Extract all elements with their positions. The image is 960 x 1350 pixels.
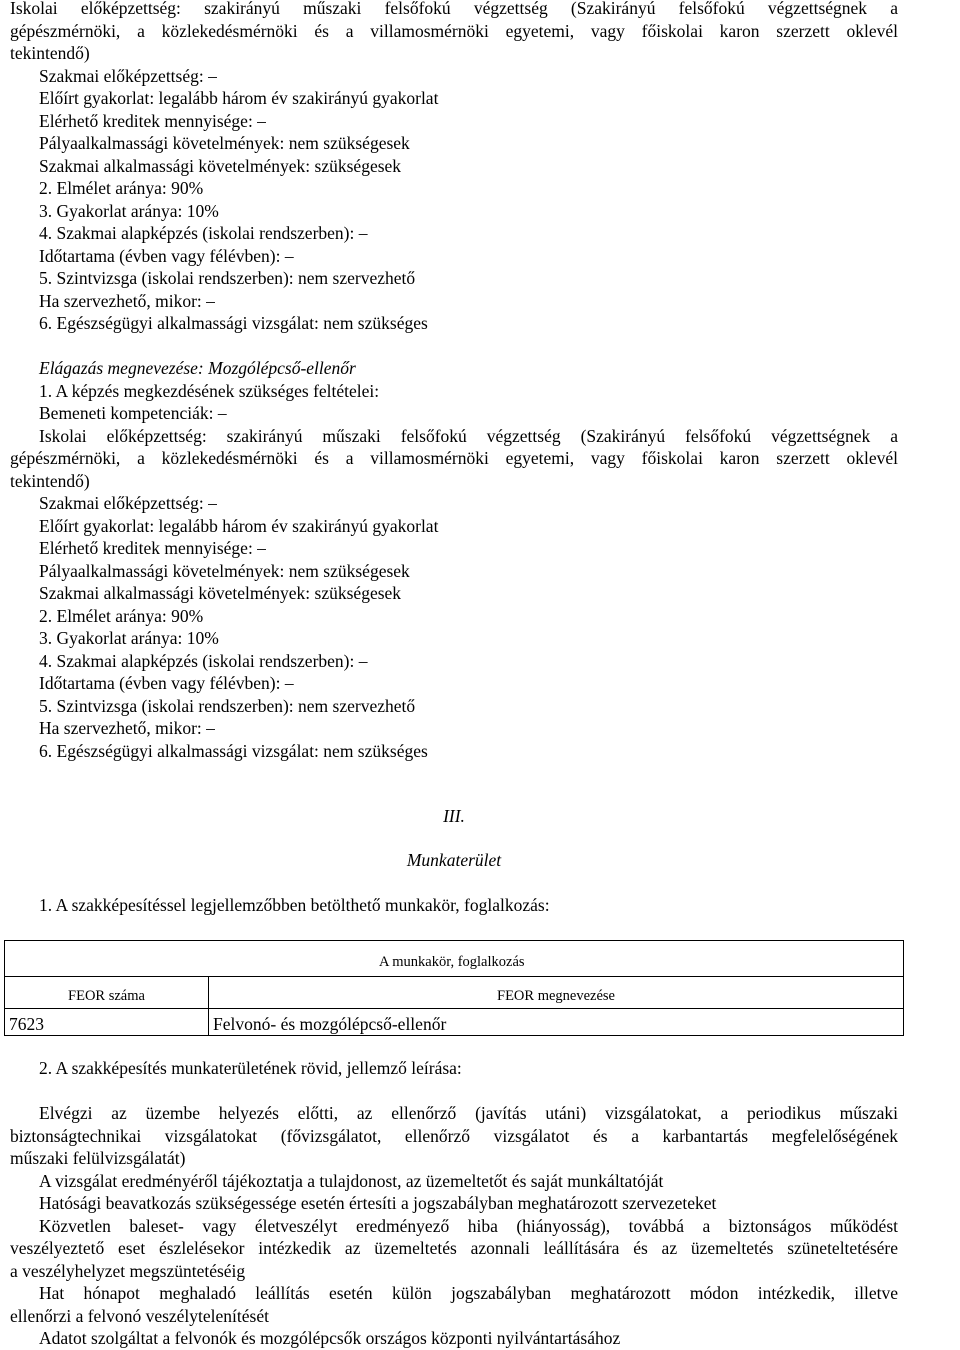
list-item: Időtartama (évben vagy félévben): – [39,673,294,693]
description-paragraph-1 [10,1102,898,1170]
list-item: Előírt gyakorlat: legalább három év szakirányú gyakorlat [39,88,439,108]
list-item: Pályaalkalmassági követelmények: nem szükségesek [39,133,410,153]
branch-title: Elágazás megnevezése: Mozgólépcső-ellenőr [39,358,356,378]
text-line: biztonságtechnikai vizsgálatokat (fővizsgálatot, ellenőrző vizsgálatot és a karbantartás megfelelőségének [10,1125,898,1146]
list-item: Ha szervezhető, mikor: – [39,718,215,738]
text-line: 1. A képzés megkezdésének szükséges feltételei: [39,380,380,401]
text-line: Elvégzi az üzembe helyezés előtti, az ellenőrző (javítás utáni) vizsgálatokat, a periodikus műszaki [39,1103,898,1123]
section1-requirements-list [10,65,927,335]
text-line: tekintendő) [10,470,90,491]
section1-prerequisite-paragraph [10,0,898,65]
list-item: Elérhető kreditek mennyisége: – [39,110,266,131]
table-col2-header: FEOR megnevezése [209,977,904,1009]
list-item: Szakmai alkalmassági követelmények: szükségesek [39,155,402,176]
text-line: a veszélyhelyzet megszüntetéséig [10,1260,246,1281]
item1-title: 1. A szakképesítéssel legjellemzőbben betölthető munkakör, foglalkozás: [39,895,550,915]
chapter-title: Munkaterület [406,850,502,870]
list-item: 3. Gyakorlat aránya: 10% [39,200,219,221]
text-line: tekintendő) [10,43,90,63]
list-item: 2. Elmélet aránya: 90% [39,178,204,198]
list-item: 6. Egészségügyi alkalmassági vizsgálat: nem szükséges [39,313,428,333]
list-item: Időtartama (évben vagy félévben): – [39,245,294,266]
section2-prerequisite-paragraph [10,425,898,493]
list-item: Elérhető kreditek mennyisége: – [39,538,266,558]
table-header-main: A munkakör, foglalkozás [209,941,904,977]
table-header-row [5,941,904,977]
text-line: Közvetlen baleset- vagy életveszélyt eredményező hiba (hiányosság), továbbá a biztonságos működést [39,1215,898,1236]
text-line: ellenőrzi a felvonó veszélytelenítését [10,1305,269,1326]
table-header-spacer [5,941,209,977]
list-item: Szakmai alkalmassági követelmények: szükségesek [39,583,402,603]
item2-title: 2. A szakképesítés munkaterületének rövid, jellemző leírása: [39,1058,462,1078]
list-item: 3. Gyakorlat aránya: 10% [39,628,219,648]
text-line: Bemeneti kompetenciák: – [39,403,227,423]
description-paragraph-4 [10,1215,898,1283]
text-line: veszélyeztető eset észlelésekor intézkedik az üzemeltetés azonnali leállítására és az üzemeltetés szüneteltetésére [10,1238,898,1258]
text-line: gépészmérnöki, a közlekedésmérnöki és a villamosmérnöki egyetemi, vagy főiskolai karon szerzett oklevél [10,448,898,468]
section2-heading [10,380,927,425]
feor-code: 7623 [5,1009,209,1036]
text-line: Hat hónapot meghaladó leállítás esetén külön jogszabályban meghatározott módon intézkedik, illetve [39,1283,898,1303]
list-item: Pályaalkalmassági követelmények: nem szükségesek [39,560,410,581]
description-paragraph-3: Hatósági beavatkozás szükségessége esetén értesíti a jogszabályban meghatározott szervezeteket [39,1193,717,1213]
section2-requirements-list [10,492,927,762]
list-item: 6. Egészségügyi alkalmassági vizsgálat: nem szükséges [39,740,428,761]
description-paragraph-6: Adatot szolgáltat a felvonók és mozgólépcsők országos központi nyilvántartásához [39,1328,621,1348]
feor-table [4,940,904,1036]
list-item: Szakmai előképzettség: – [39,493,217,513]
description-paragraph-2: A vizsgálat eredményéről tájékoztatja a tulajdonost, az üzemeltetőt és saját munkáltatóját [39,1170,664,1191]
text-line: Iskolai előképzettség: szakirányú műszaki felsőfokú végzettség (Szakirányú felsőfokú végzettségnek a [10,0,898,18]
list-item: Előírt gyakorlat: legalább három év szakirányú gyakorlat [39,515,439,536]
text-line: Iskolai előképzettség: szakirányú műszaki felsőfokú végzettség (Szakirányú felsőfokú végzettségnek a [39,425,898,446]
list-item: 2. Elmélet aránya: 90% [39,605,204,626]
table-col1-header: FEOR száma [5,977,209,1009]
table-subheader-row [5,977,904,1009]
feor-name: Felvonó- és mozgólépcső-ellenőr [209,1009,904,1036]
list-item: 4. Szakmai alapképzés (iskolai rendszerben): – [39,650,368,671]
list-item: Szakmai előképzettség: – [39,65,217,86]
list-item: 4. Szakmai alapképzés (iskolai rendszerben): – [39,223,368,243]
table-row [5,1009,904,1036]
text-line: műszaki felülvizsgálatát) [10,1148,186,1168]
description-paragraph-5 [10,1282,898,1327]
list-item: 5. Szintvizsga (iskolai rendszerben): nem szervezhető [39,268,416,288]
list-item: Ha szervezhető, mikor: – [39,290,215,311]
list-item: 5. Szintvizsga (iskolai rendszerben): nem szervezhető [39,695,416,716]
text-line: gépészmérnöki, a közlekedésmérnöki és a villamosmérnöki egyetemi, vagy főiskolai karon szerzett oklevél [10,20,898,41]
chapter-number: III. [443,806,465,826]
